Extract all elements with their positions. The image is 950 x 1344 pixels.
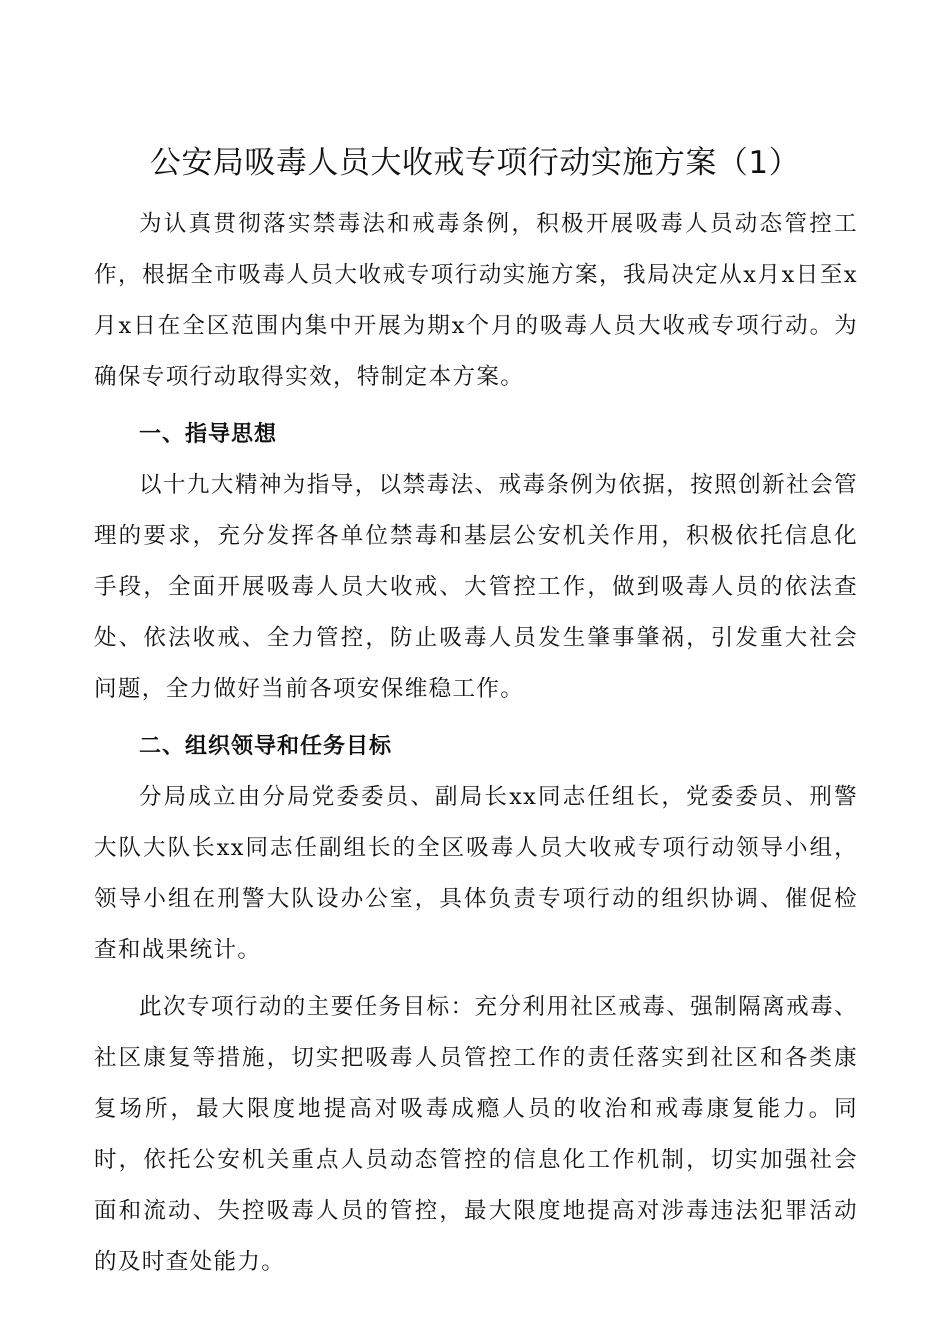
intro-paragraph: 为认真贯彻落实禁毒法和戒毒条例，积极开展吸毒人员动态管控工作，根据全市吸毒人员大收戒专项行动实施方案，我局决定从x月x日至x月x日在全区范围内集中开展为期x个月的吸毒人员大收戒专项行动。为确保专项行动取得实效，特制定本方案。 <box>94 211 858 390</box>
section-heading-organization-goals: 二、组织领导和任务目标 <box>139 734 393 759</box>
guiding-ideology-paragraph: 以十九大精神为指导，以禁毒法、戒毒条例为依据，按照创新社会管理的要求，充分发挥各单位禁毒和基层公安机关作用，积极依托信息化手段，全面开展吸毒人员大收戒、大管控工作，做到吸毒人员的依法查处、依法收戒、全力管控，防止吸毒人员发生肇事肇祸，引发重大社会问题，全力做好当前各项安保维稳工作。 <box>94 472 858 702</box>
document-title: 公安局吸毒人员大收戒专项行动实施方案（1） <box>149 145 801 181</box>
document-body <box>94 199 858 1288</box>
section-heading-guiding-ideology: 一、指导思想 <box>139 422 278 447</box>
organization-paragraph: 分局成立由分局党委委员、副局长xx同志任组长，党委委员、刑警大队大队长xx同志任副组长的全区吸毒人员大收戒专项行动领导小组，领导小组在刑警大队设办公室，具体负责专项行动的组织协调、催促检查和战果统计。 <box>94 784 858 963</box>
task-goals-paragraph: 此次专项行动的主要任务目标：充分利用社区戒毒、强制隔离戒毒、社区康复等措施，切实把吸毒人员管控工作的责任落实到社区和各类康复场所，最大限度地提高对吸毒成瘾人员的收治和戒毒康复能力。同时，依托公安机关重点人员动态管控的信息化工作机制，切实加强社会面和流动、失控吸毒人员的管控，最大限度地提高对涉毒违法犯罪活动的及时查处能力。 <box>94 994 858 1275</box>
